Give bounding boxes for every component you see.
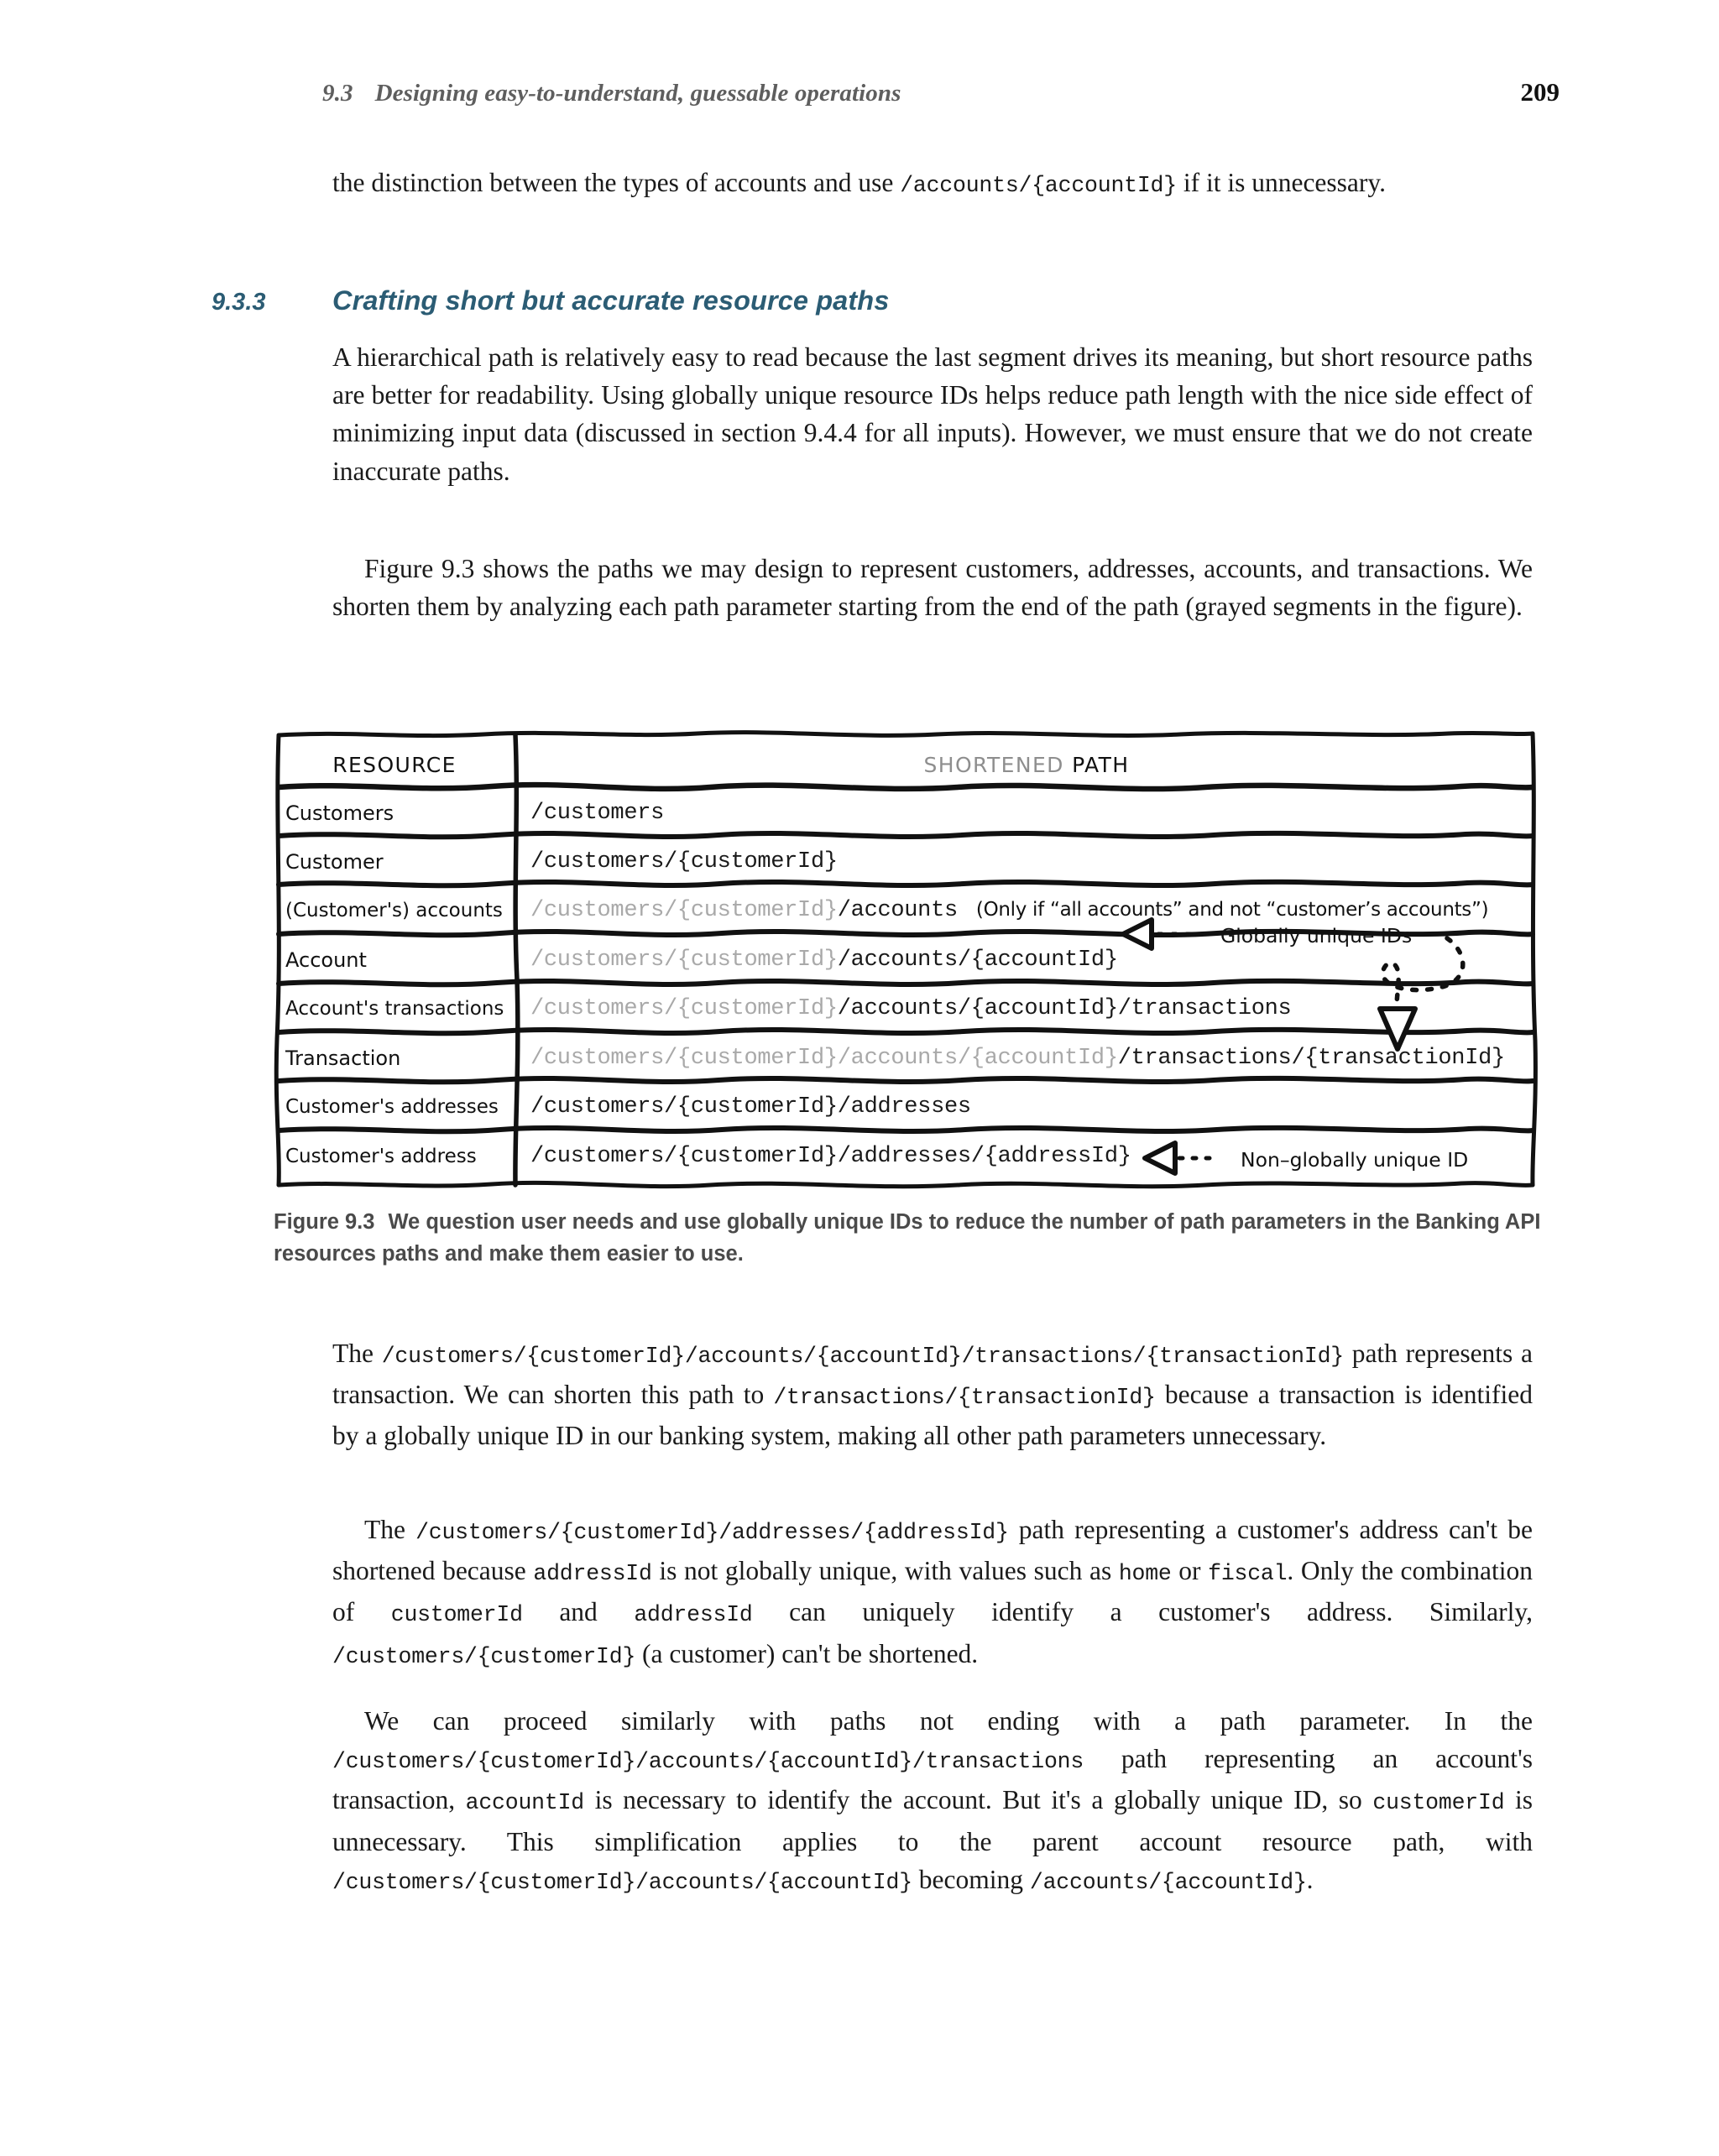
row-path-strong: /customers/{customerId}: [530, 849, 838, 874]
p5-inline-code-7: /customers/{customerId}: [332, 1643, 636, 1669]
figure-header-path: [515, 753, 1538, 777]
p6-inline-code-1: /customers/{customerId}/accounts/{accountId}/transactions: [332, 1749, 1084, 1775]
figure-header-row: [274, 742, 1538, 787]
p4-text-c: because a transaction is identified by a globally unique ID in our banking system, making all other path parameters unnecessary.: [332, 1380, 1533, 1451]
p6-text-b: path representing an account's transaction,: [332, 1744, 1533, 1815]
paragraph-non-parameter-paths: [332, 1702, 1533, 1902]
p6-inline-code-3: customerId: [1372, 1790, 1505, 1816]
p1-text-b: if it is unnecessary.: [1176, 168, 1386, 197]
running-head-section-title: Designing easy-to-understand, guessable operations: [374, 80, 901, 107]
row-resource-label: Customer's address: [285, 1146, 477, 1167]
p5-text-b: path representing a customer's address can't be shortened because: [332, 1515, 1533, 1586]
p5-inline-code-5: customerId: [390, 1602, 523, 1628]
row-path-value: [515, 996, 1538, 1021]
paragraph-figure-intro: [332, 550, 1533, 625]
paragraph-hierarchical-path: [332, 338, 1533, 490]
p1-text-a: the distinction between the types of accounts and use: [332, 168, 901, 197]
p6-text-e: becoming: [912, 1864, 1030, 1894]
p6-text-a: We can proceed similarly with paths not ending with a path parameter. In the: [364, 1706, 1533, 1736]
row-path-dim: /customers/{customerId}: [530, 947, 838, 973]
row-path-strong: /transactions/{transactionId}: [1117, 1046, 1505, 1071]
paragraph-continued: [332, 164, 1533, 205]
p6-inline-code-4: /customers/{customerId}/accounts/{accountId}: [332, 1869, 912, 1895]
figure-caption-label: Figure 9.3: [274, 1210, 375, 1234]
p6-text-c: is necessary to identify the account. But it's a globally unique ID, so: [583, 1785, 1373, 1815]
p6-inline-code-2: accountId: [465, 1790, 584, 1816]
paragraph-address-path: [332, 1511, 1533, 1676]
p5-inline-code-2: addressId: [533, 1561, 652, 1587]
figure-9-3: [274, 728, 1538, 1190]
table-row: [274, 839, 1538, 885]
row-path-value: [515, 801, 1538, 826]
p5-text-a: The: [364, 1515, 416, 1544]
p5-text-e: . Only the combination of: [332, 1556, 1534, 1627]
row-path-value: [515, 1094, 1538, 1120]
row-resource-label: Account: [285, 948, 367, 972]
p6-text-f: .: [1306, 1864, 1314, 1894]
section-heading-title: Crafting short but accurate resource paths: [332, 285, 890, 316]
row-path-dim: /customers/{customerId}: [530, 996, 838, 1021]
running-head-section-number: 9.3: [322, 80, 353, 107]
running-head: [201, 77, 1560, 116]
p5-inline-code-4: fiscal: [1208, 1561, 1288, 1587]
p4-text-b: path represents a transaction. We can shorten this path to: [332, 1339, 1533, 1410]
row-path-strong: /accounts: [837, 898, 958, 923]
p5-inline-code-1: /customers/{customerId}/addresses/{addressId}: [415, 1520, 1009, 1545]
p5-text-h: (a customer) can't be shortened.: [635, 1638, 979, 1668]
row-path-value: [515, 1046, 1538, 1071]
p5-inline-code-6: addressId: [634, 1602, 753, 1628]
p5-text-f: and: [522, 1597, 635, 1627]
table-row: [274, 986, 1538, 1031]
row-path-strong: /customers/{customerId}/addresses/{addressId}: [530, 1144, 1131, 1169]
p5-inline-code-3: home: [1118, 1561, 1172, 1587]
row-path-strong: /accounts/{accountId}: [837, 947, 1118, 973]
row-resource-label: Customers: [285, 801, 394, 825]
p4-inline-code-2: /transactions/{transactionId}: [773, 1385, 1156, 1411]
row-path-strong: /accounts/{accountId}/transactions: [837, 996, 1292, 1021]
row-path-value: [515, 947, 1538, 973]
figure-caption-text: We question user needs and use globally unique IDs to reduce the number of path parameters in the Banking API resources paths and make them easier to use.: [274, 1210, 1541, 1266]
p1-inline-code: /accounts/{accountId}: [900, 173, 1177, 198]
p4-inline-code-1: /customers/{customerId}/accounts/{accountId}/transactions/{transactionId}: [381, 1344, 1344, 1369]
annotation-non-globally-unique-id: Non–globally unique ID: [1241, 1148, 1469, 1172]
p4-text-a: The: [332, 1339, 382, 1368]
figure-header-path-strong: PATH: [1063, 752, 1130, 777]
row-path-dim: /customers/{customerId}: [530, 898, 838, 923]
row-path-value: [515, 849, 1538, 874]
annotation-globally-unique-ids: Globally unique IDs: [1220, 924, 1413, 947]
table-row: [274, 791, 1538, 836]
section-heading: [212, 285, 1538, 316]
table-row: [274, 1036, 1538, 1081]
p6-inline-code-5: /accounts/{accountId}: [1029, 1869, 1307, 1895]
p2-text: A hierarchical path is relatively easy to read because the last segment drives its meaning, but short resource paths are better for readability. Using globally unique resource IDs helps reduce path length with the nice side effect of minimizing input data (discussed in section 9.4.4 for all inputs). However, we must ensure that we do not create inaccurate paths.: [332, 342, 1533, 486]
row-resource-label: Customer: [285, 850, 384, 874]
p5-text-c: is not globally unique, with values such as: [651, 1556, 1119, 1586]
row-path-dim: /customers/{customerId}/accounts/{accountId}: [530, 1046, 1118, 1071]
row-resource-label: Account's transactions: [285, 998, 504, 1020]
page-number: 209: [1520, 77, 1560, 107]
row-path-value: [515, 898, 1538, 923]
paragraph-transaction-path: [332, 1334, 1533, 1455]
row-resource-label: (Customer's) accounts: [285, 900, 503, 921]
running-head-title: [322, 80, 901, 107]
p6-text-d: is unnecessary. This simplification applies to the parent account resource path, with: [332, 1785, 1533, 1856]
row-path-note: (Only if “all accounts” and not “customer’s accounts”): [975, 899, 1489, 921]
figure-content-layer: [274, 728, 1538, 1190]
row-resource-label: Customer's addresses: [285, 1096, 499, 1118]
figure-caption: [274, 1206, 1541, 1270]
section-heading-number: 9.3.3: [212, 289, 266, 316]
table-row: [274, 1084, 1538, 1130]
p3-text: Figure 9.3 shows the paths we may design to represent customers, addresses, accounts, and transactions. We shorten them by analyzing each path parameter starting from the end of the path (grayed segments in the figure).: [332, 554, 1533, 622]
figure-header-resource: RESOURCE: [332, 752, 457, 777]
p5-text-d: or: [1171, 1556, 1209, 1586]
figure-header-path-dim: SHORTENED: [923, 752, 1064, 777]
row-path-strong: /customers: [530, 801, 665, 826]
row-path-strong: /customers/{customerId}/addresses: [530, 1094, 971, 1120]
p5-text-g: can uniquely identify a customer's address. Similarly,: [752, 1597, 1533, 1627]
row-resource-label: Transaction: [285, 1047, 401, 1070]
